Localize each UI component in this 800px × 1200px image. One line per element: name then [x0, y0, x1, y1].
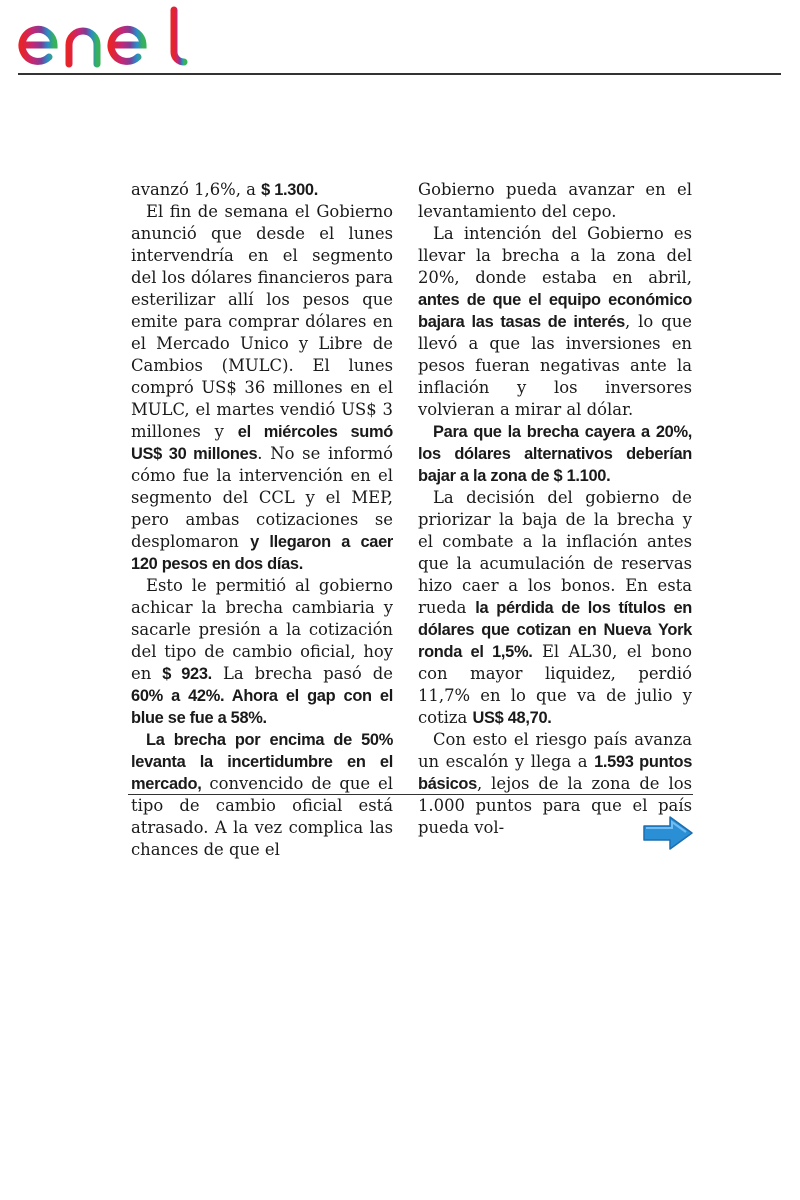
highlight-text: 60% a 42%. Ahora el gap con el blue se fue a 58%.	[131, 687, 393, 727]
body-text: convencido de que el tipo de cambio oficial está atrasado. A la vez complica las chances de que el	[131, 774, 393, 859]
body-text: , lo que llevó a que las inversiones en pesos fueran negativas ante la inflación y los inversores volvieran a mirar al dólar.	[418, 312, 692, 419]
paragraph	[418, 421, 692, 487]
body-text: La decisión del gobierno de priorizar la baja de la brecha y el combate a la inflación antes que la acumulación de reservas hizo caer a los bonos. En esta rueda	[418, 488, 692, 617]
paragraph	[131, 575, 393, 729]
enel-logo	[16, 4, 192, 70]
paragraph	[418, 179, 692, 223]
highlight-text: US$ 48,70.	[472, 709, 552, 727]
paragraph	[131, 729, 393, 861]
body-text: La intención del Gobierno es llevar la brecha a la zona del 20%, donde estaba en abril,	[418, 224, 692, 287]
body-text: avanzó 1,6%, a	[131, 180, 262, 199]
highlight-text: La brecha por encima de 50% levanta la incertidumbre en el mercado,	[131, 731, 393, 793]
body-text: El fin de semana el Gobierno anunció que desde el lunes intervendría en el segmento del los dólares financieros para esterilizar allí los pesos que emite para comprar dólares en el Mercado Unico y Libre de Cambios (MULC). El lunes compró US$ 36 millones en el MULC, el martes vendió US$ 3 millones y	[131, 202, 393, 441]
body-text: La brecha pasó de	[211, 664, 393, 683]
body-text: . No se informó cómo fue la intervención en el segmento del CCL y el MEP, pero ambas cotizaciones se desplomaron	[131, 444, 394, 551]
article-column-right	[418, 179, 692, 839]
body-text: El AL30, el bono con mayor liquidez, perdió 11,7% en lo que va de julio y cotiza	[418, 642, 692, 727]
header-rule	[18, 73, 781, 75]
arrow-right-icon[interactable]	[642, 815, 694, 851]
highlight-text: el miércoles sumó US$ 30 millones	[131, 423, 393, 463]
body-text: Gobierno pueda avanzar en el levantamiento del cepo.	[418, 180, 692, 221]
highlight-text: $ 1.300.	[261, 181, 318, 199]
highlight-text: la pérdida de los títulos en dólares que cotizan en Nueva York ronda el 1,5%.	[418, 599, 692, 661]
body-text: Esto le permitió al gobierno achicar la brecha cambiaria y sacarle presión a la cotización del tipo de cambio oficial, hoy en	[131, 576, 393, 683]
paragraph	[131, 201, 393, 575]
highlight-text: Para que la brecha cayera a 20%, los dólares alternativos deberían bajar a la zona de $ 1.100.	[418, 423, 692, 485]
paragraph	[418, 487, 692, 729]
footer-rule	[128, 794, 693, 795]
paragraph	[418, 223, 692, 421]
paragraph	[131, 179, 393, 201]
body-text: Con esto el riesgo país avanza un escalón y llega a	[418, 730, 692, 771]
highlight-text: 1.593 puntos básicos	[418, 753, 693, 793]
body-text: , lejos de la zona de los 1.000 puntos para que el país pueda vol-	[418, 774, 692, 837]
article-column-left	[131, 179, 393, 861]
highlight-text: $ 923.	[162, 665, 212, 683]
highlight-text: antes de que el equipo económico bajara las tasas de interés	[418, 291, 692, 331]
highlight-text: y llegaron a caer 120 pesos en dos días.	[131, 533, 393, 573]
